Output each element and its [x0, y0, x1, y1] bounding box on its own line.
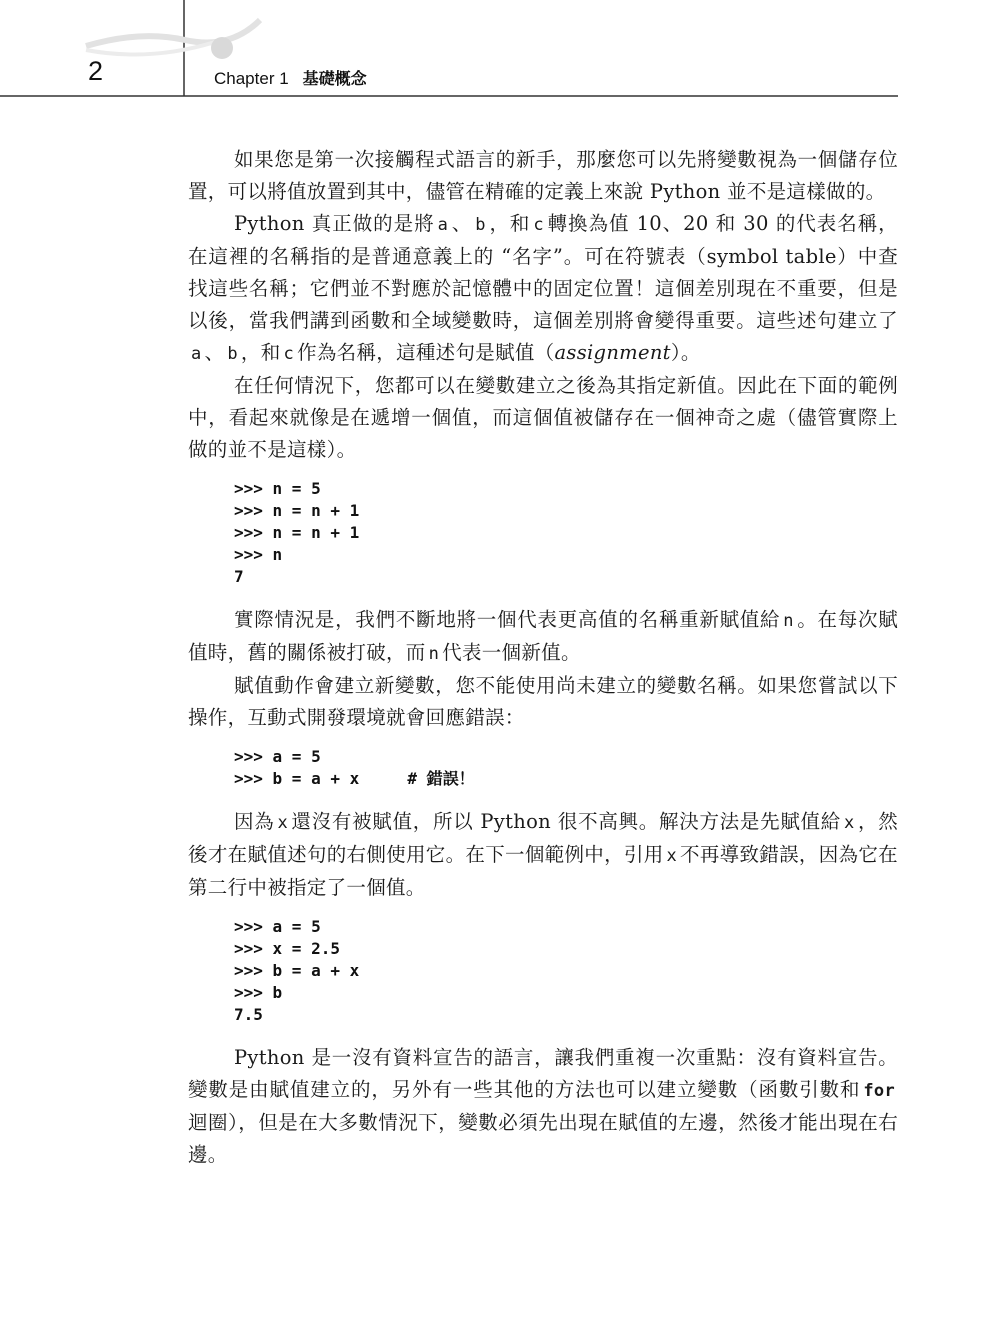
inline-code: n	[428, 644, 440, 664]
page-number: 2	[88, 56, 104, 86]
inline-code: x	[277, 813, 288, 833]
inline-code: n	[783, 611, 794, 631]
page-header	[0, 0, 1000, 100]
paragraph-4: 實際情況是，我們不斷地將一個代表更高值的名稱重新賦值給 n 。在每次賦值時，舊的關係被打破，而 n 代表一個新值。	[188, 608, 898, 664]
page-body	[188, 144, 898, 1171]
chapter-label	[214, 66, 367, 89]
inline-code: b	[227, 344, 238, 364]
header-decoration	[0, 0, 1000, 100]
inline-code: x	[844, 813, 855, 833]
inline-code: for	[863, 1081, 895, 1101]
paragraph-5: 賦值動作會建立新變數，您不能使用尚未建立的變數名稱。如果您嘗試以下操作，互動式開發環境就會回應錯誤：	[188, 674, 898, 729]
paragraph-1: 如果您是第一次接觸程式語言的新手，那麼您可以先將變數視為一個儲存位置，可以將值放置到其中，儘管在精確的定義上來說 Python 並不是這樣做的。	[188, 148, 898, 203]
code-block-3: >>> a = 5 >>> x = 2.5 >>> b = a + x >>> b 7.5	[234, 917, 360, 1024]
inline-code: x	[666, 846, 678, 866]
chapter-title: 基礎概念	[302, 69, 367, 88]
paragraph-3: 在任何情況下，您都可以在變數建立之後為其指定新值。因此在下面的範例中，看起來就像是在遞增一個值，而這個值被儲存在一個神奇之處（儘管實際上做的並不是這樣）。	[188, 374, 898, 461]
paragraph-7: Python 是一沒有資料宣告的語言，讓我們重複一次重點：沒有資料宣告。變數是由賦值建立的，另外有一些其他的方法也可以建立變數（函數引數和 for迴圈），但是在大多數情況下，變數必須先出現在賦值的左邊，然後才能出現在右邊。	[188, 1046, 898, 1166]
inline-code: a	[437, 215, 449, 235]
inline-code: c	[533, 215, 544, 235]
emphasis-term: assignment	[554, 341, 671, 364]
inline-code: a	[191, 344, 202, 364]
code-block-2: >>> a = 5 >>> b = a + x # 錯誤！	[234, 747, 475, 788]
chapter-number: Chapter 1	[214, 69, 289, 88]
code-block-1: >>> n = 5 >>> n = n + 1 >>> n = n + 1 >>> n 7	[234, 479, 360, 586]
paragraph-2: Python 真正做的是將 a 、 b ，和 c 轉換為值 10、20 和 30 的代表名稱，在這裡的名稱指的是普通意義上的 “名字”。可在符號表（symbol table）中查找這些名稱；它們並不對應於記憶體中的固定位置！這個差別現在不重要，但是以後，當我們講到函數和全域變數時，這個差別將會變得重要。這些述句建立了a 、 b ，和 c 作為名稱，這種述句是賦值（assignment）。	[188, 212, 898, 364]
inline-code: c	[283, 344, 295, 364]
paragraph-6: 因為 x 還沒有被賦值，所以 Python 很不高興。解決方法是先賦值給 x ，然後才在賦值述句的右側使用它。在下一個範例中，引用 x 不再導致錯誤，因為它在第二行中被指定了一個值。	[188, 810, 898, 899]
inline-code: b	[475, 215, 486, 235]
